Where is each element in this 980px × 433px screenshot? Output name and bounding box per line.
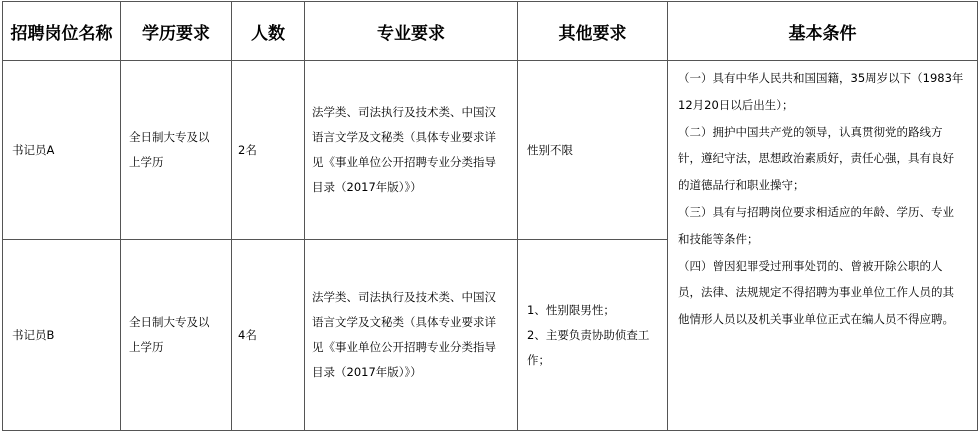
condition-line: 针，遵纪守法，思想政治素质好，责任心强，具有良好 — [678, 151, 954, 166]
major-requirement — [305, 61, 518, 240]
other-line: 作； — [527, 352, 550, 367]
condition-line: 12月20日以后出生）； — [678, 97, 794, 112]
headcount: 4名 — [232, 240, 305, 431]
condition-line: 的道德品行和职业操守； — [678, 178, 805, 193]
other-line: 性别不限 — [527, 142, 573, 157]
condition-line: （一）具有中华人民共和国国籍，35周岁以下（1983年 — [678, 71, 964, 85]
condition-line: （二）拥护中国共产党的领导，认真贯彻党的路线方 — [678, 124, 943, 139]
condition-item — [678, 253, 972, 333]
condition-line: （三）具有与招聘岗位要求相适应的年龄、学历、专业 — [678, 204, 954, 219]
major-requirement — [305, 240, 518, 431]
header-other: 其他要求 — [518, 2, 668, 61]
education-line: 全日制大专及以 — [129, 130, 210, 144]
major-line: 目录（2017年版）》） — [312, 180, 422, 194]
other-line: 2、主要负责协助侦查工 — [527, 327, 650, 342]
table-row — [3, 61, 978, 240]
other-line: 1、性别限男性； — [527, 302, 615, 317]
condition-line: 和技能等条件； — [678, 231, 759, 246]
major-line: 见《事业单位公开招聘专业分类指导 — [312, 155, 496, 169]
education-line: 全日制大专及以 — [129, 315, 210, 329]
condition-line: 员，法律、法规规定不得招聘为事业单位工作人员的其 — [678, 285, 954, 300]
other-requirement — [518, 61, 668, 240]
education-line: 上学历 — [129, 155, 164, 169]
post-name: 书记员B — [3, 240, 121, 431]
header-education: 学历要求 — [121, 2, 232, 61]
header-conditions: 基本条件 — [668, 2, 978, 61]
education-requirement — [121, 61, 232, 240]
major-line: 法学类、司法执行及技术类、中国汉 — [312, 290, 496, 304]
header-post: 招聘岗位名称 — [3, 2, 121, 61]
education-requirement — [121, 240, 232, 431]
condition-item — [678, 119, 972, 199]
condition-item — [678, 199, 972, 253]
recruitment-table — [2, 1, 978, 431]
basic-conditions — [668, 61, 978, 431]
major-line: 法学类、司法执行及技术类、中国汉 — [312, 105, 496, 119]
header-row — [3, 2, 978, 61]
condition-item — [678, 65, 972, 119]
education-line: 上学历 — [129, 340, 164, 354]
condition-line: （四）曾因犯罪受过刑事处罚的、曾被开除公职的人 — [678, 258, 943, 273]
header-major: 专业要求 — [305, 2, 518, 61]
major-line: 见《事业单位公开招聘专业分类指导 — [312, 340, 496, 354]
major-line: 语言文学及文秘类（具体专业要求详 — [312, 130, 496, 144]
post-name: 书记员A — [3, 61, 121, 240]
major-line: 目录（2017年版）》） — [312, 365, 422, 379]
header-count: 人数 — [232, 2, 305, 61]
headcount: 2名 — [232, 61, 305, 240]
condition-line: 他情形人员以及机关事业单位正式在编人员不得应聘。 — [678, 312, 954, 327]
other-requirement — [518, 240, 668, 431]
major-line: 语言文学及文秘类（具体专业要求详 — [312, 315, 496, 329]
